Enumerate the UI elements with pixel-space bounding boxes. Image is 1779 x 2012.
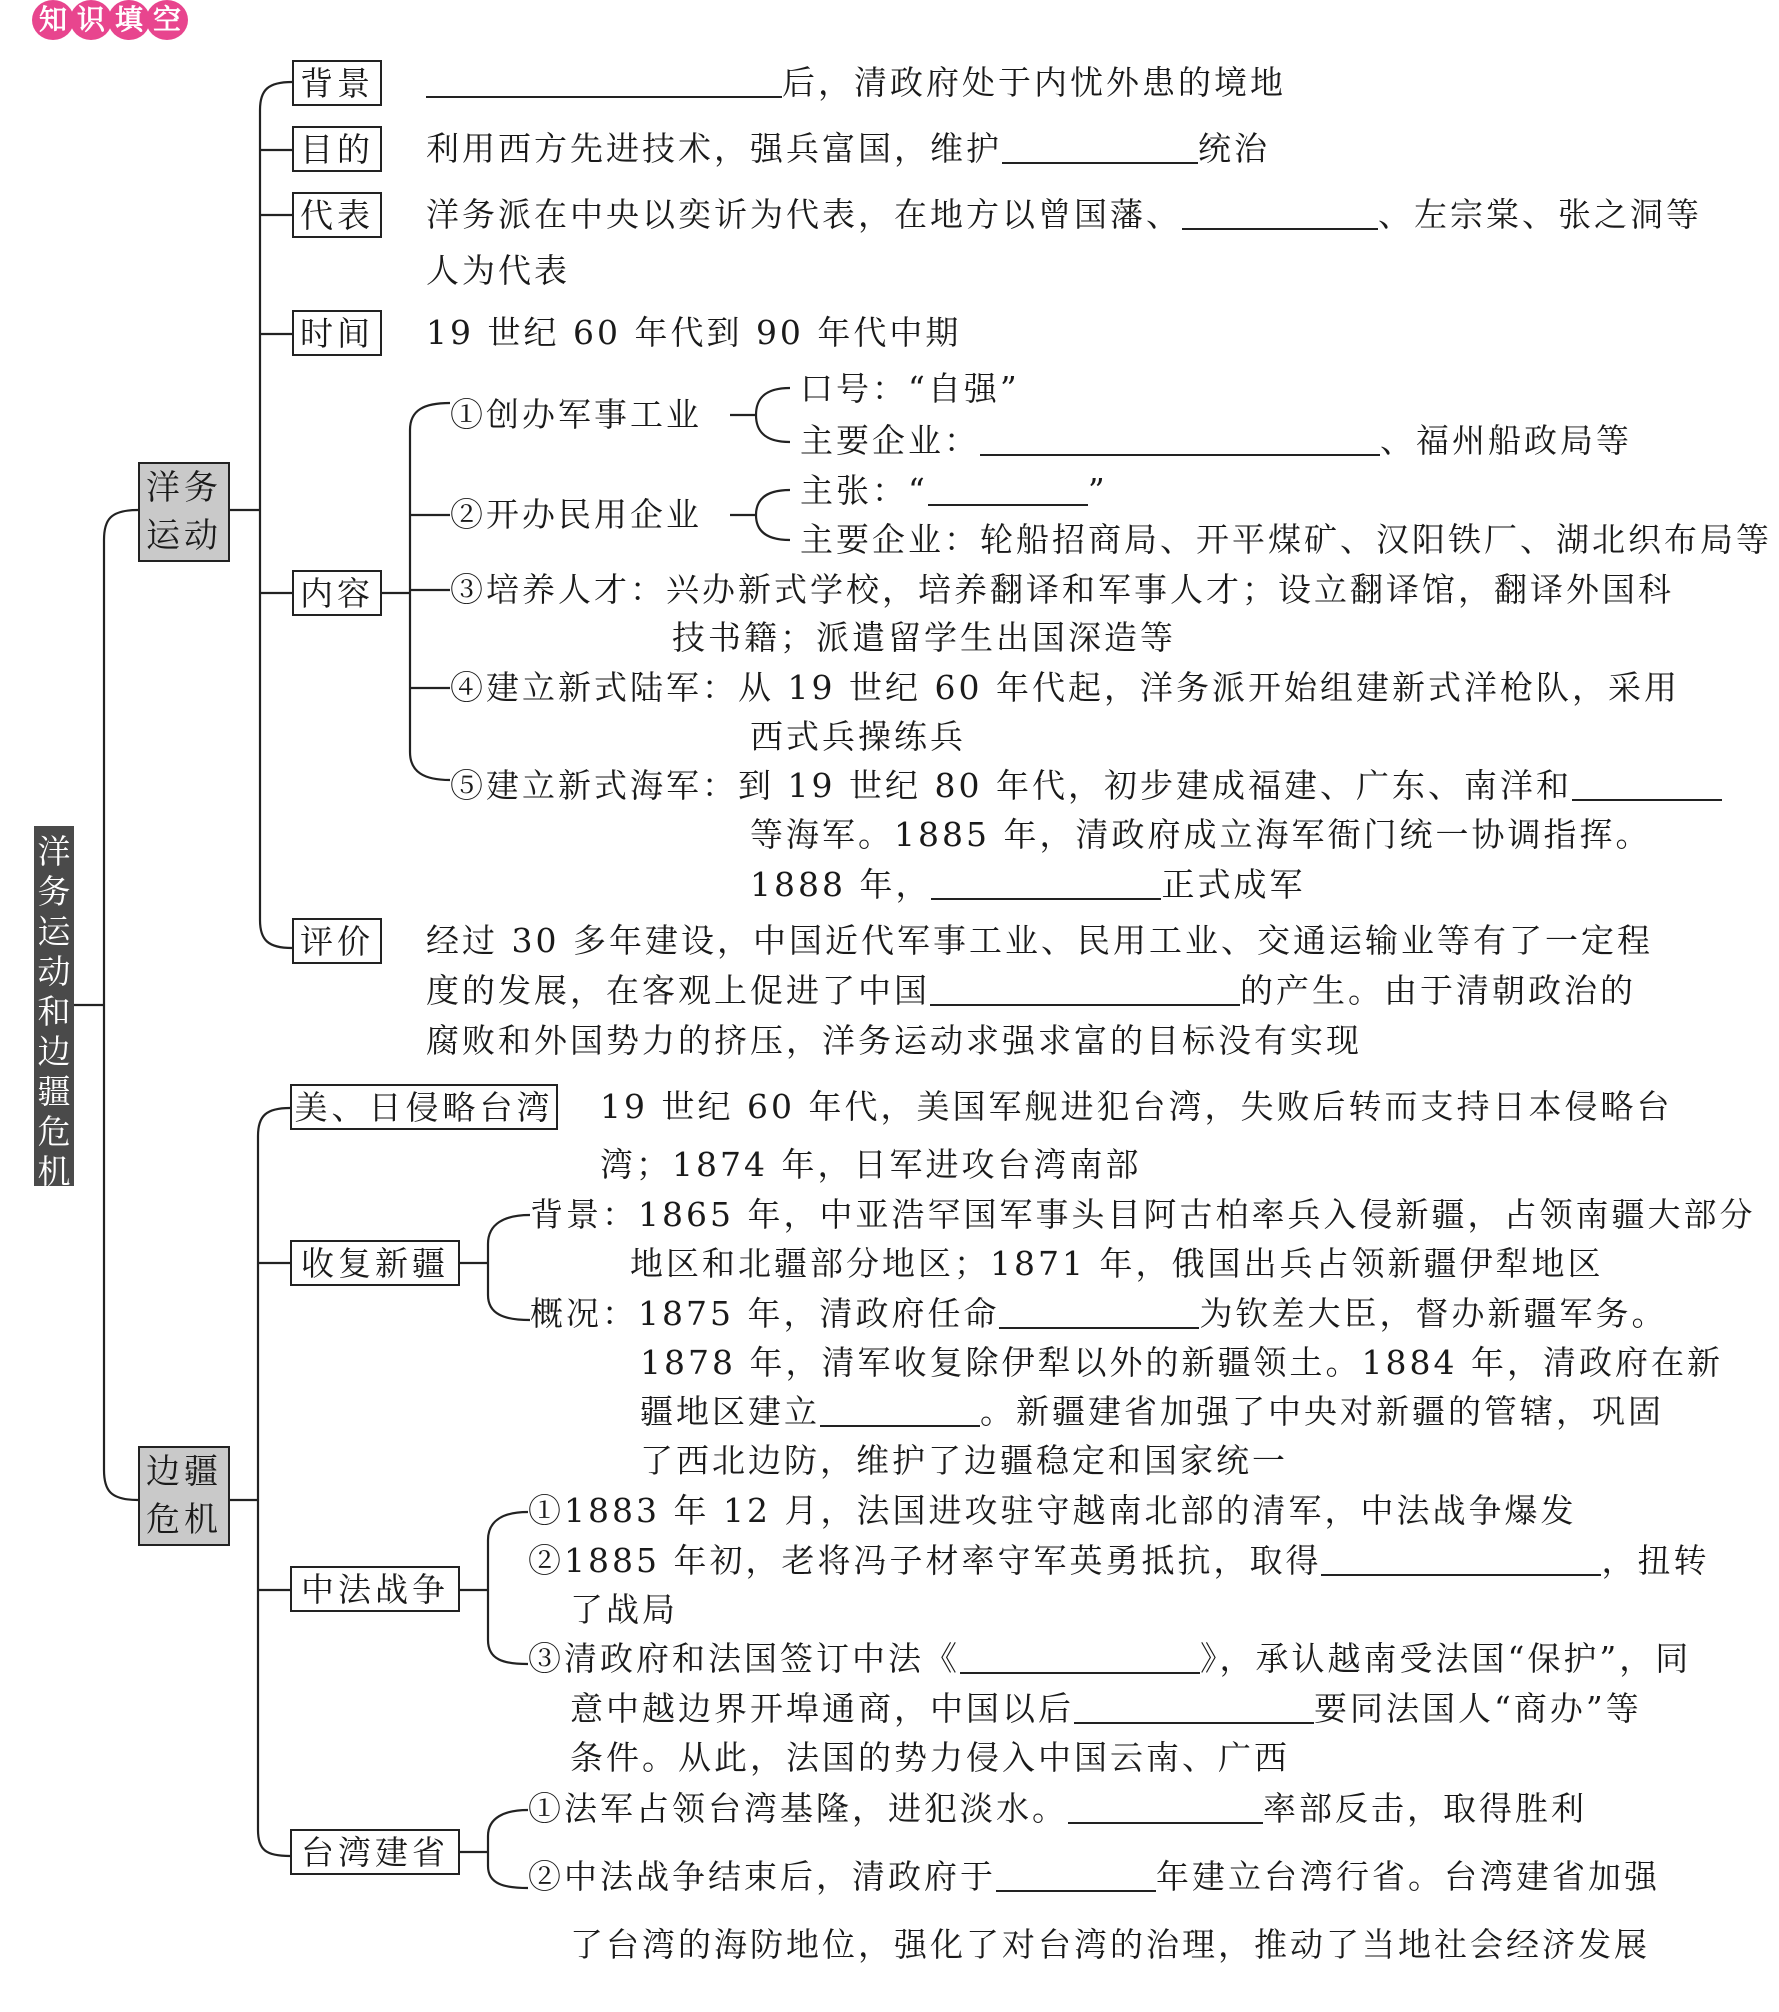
blank[interactable] (931, 866, 1161, 900)
item3-line1: ③培养人才：兴办新式学校，培养翻译和军事人才；设立翻译馆，翻译外国科 (450, 570, 1674, 609)
mudi-text: 利用西方先进技术，强兵富国，维护 统治 (426, 129, 1270, 168)
root-char: 疆 (37, 1072, 71, 1111)
sino-french-label: 中法战争 (290, 1566, 460, 1612)
item1-enterprise: 主要企业： 、福州船政局等 (800, 421, 1632, 460)
beijing-label: 背景 (292, 60, 382, 106)
blank[interactable] (1572, 767, 1722, 801)
sino-french-l2: ②1885 年初，老将冯子材率守军英勇抵抗，取得 ，扭转 (528, 1541, 1710, 1580)
shijian-label: 时间 (292, 310, 382, 356)
blank[interactable] (1002, 130, 1198, 164)
sino-french-l4: 意中越边界开埠通商，中国以后 要同法国人“商办”等 (570, 1689, 1642, 1728)
badge-char: 识 (70, 0, 112, 40)
bianjiang-node (138, 1446, 230, 1546)
badge-char: 空 (146, 0, 188, 40)
taiwan-invasion-line2: 湾；1874 年，日军进攻台湾南部 (600, 1145, 1142, 1184)
blank[interactable] (426, 64, 782, 98)
blank[interactable] (999, 1295, 1199, 1329)
blank[interactable] (820, 1393, 980, 1427)
blank[interactable] (960, 1640, 1200, 1674)
blank[interactable] (1074, 1690, 1314, 1724)
item1-slogan: 口号：“自强” (800, 369, 1020, 408)
daibiao-line2: 人为代表 (426, 251, 570, 290)
xinjiang-gk-line1: 概况：1875 年，清政府任命 为钦差大臣，督办新疆军务。 (530, 1294, 1668, 1333)
taiwan-province-l1: ①法军占领台湾基隆，进犯淡水。 率部反击，取得胜利 (528, 1789, 1587, 1828)
blank[interactable] (980, 422, 1380, 456)
pingjia-label: 评价 (292, 918, 382, 964)
item3-line2: 技书籍；派遣留学生出国深造等 (672, 618, 1176, 657)
xinjiang-gk-line3: 疆地区建立 。新疆建省加强了中央对新疆的管辖，巩固 (640, 1392, 1664, 1431)
blank[interactable] (1321, 1542, 1601, 1576)
taiwan-province-l2: ②中法战争结束后，清政府于 年建立台湾行省。台湾建省加强 (528, 1857, 1660, 1896)
blank[interactable] (1068, 1790, 1263, 1824)
root-char: 运 (37, 912, 71, 951)
item4-line2: 西式兵操练兵 (750, 717, 966, 756)
bianjiang-label-line1: 边疆 (146, 1452, 222, 1492)
taiwan-province-label: 台湾建省 (290, 1829, 460, 1875)
xinjiang-bg-line2: 地区和北疆部分地区；1871 年，俄国出兵占领新疆伊犁地区 (630, 1244, 1604, 1283)
root-char: 动 (37, 952, 71, 991)
root-char: 边 (37, 1032, 71, 1071)
blank[interactable] (930, 972, 1240, 1006)
item2-title: ②开办民用企业 (450, 495, 702, 534)
xinjiang-bg-line1: 背景：1865 年，中亚浩罕国军事头目阿古柏率兵入侵新疆，占领南疆大部分 (530, 1195, 1756, 1234)
root-char: 和 (37, 992, 71, 1031)
neirong-label: 内容 (292, 570, 382, 616)
sino-french-l2b: 了战局 (570, 1590, 678, 1629)
item5-line3: 1888 年， 正式成军 (750, 865, 1306, 904)
badge-char: 填 (108, 0, 150, 40)
item2-claim: 主张：“ ” (800, 471, 1108, 510)
xinjiang-gk-line4: 了西北边防，维护了边疆稳定和国家统一 (640, 1441, 1288, 1480)
item2-enterprise: 主要企业：轮船招商局、开平煤矿、汉阳铁厂、湖北织布局等 (800, 520, 1772, 559)
xinjiang-gk-line2: 1878 年，清军收复除伊犁以外的新疆领土。1884 年，清政府在新 (640, 1343, 1723, 1382)
item5-line2: 等海军。1885 年，清政府成立海军衙门统一协调指挥。 (750, 815, 1652, 854)
blank[interactable] (1182, 196, 1378, 230)
item1-title: ①创办军事工业 (450, 395, 702, 434)
item5-line1: ⑤建立新式海军：到 19 世纪 80 年代，初步建成福建、广东、南洋和 (450, 765, 1722, 807)
taiwan-invasion-line1: 19 世纪 60 年代，美国军舰进犯台湾，失败后转而支持日本侵略台 (600, 1087, 1673, 1126)
item4-line1: ④建立新式陆军：从 19 世纪 60 年代起，洋务派开始组建新式洋枪队，采用 (450, 668, 1680, 707)
shijian-text: 19 世纪 60 年代到 90 年代中期 (426, 313, 962, 352)
yangwu-label-line1: 洋务 (146, 468, 222, 508)
root-char: 危 (37, 1112, 71, 1151)
daibiao-label: 代表 (292, 192, 382, 238)
sino-french-l1: ①1883 年 12 月，法国进攻驻守越南北部的清军，中法战争爆发 (528, 1491, 1577, 1530)
yangwu-node (138, 462, 230, 562)
sino-french-l5: 条件。从此，法国的势力侵入中国云南、广西 (570, 1738, 1290, 1777)
pingjia-line1: 经过 30 多年建设，中国近代军事工业、民用工业、交通运输业等有了一定程 (426, 921, 1653, 960)
badge-char: 知 (32, 0, 74, 40)
daibiao-text: 洋务派在中央以奕䜣为代表，在地方以曾国藩、 、左宗棠、张之洞等 (426, 195, 1702, 234)
yangwu-label-line2: 运动 (146, 516, 222, 556)
pingjia-line3: 腐败和外国势力的挤压，洋务运动求强求富的目标没有实现 (426, 1021, 1362, 1060)
blank[interactable] (996, 1858, 1156, 1892)
taiwan-province-l3: 了台湾的海防地位，强化了对台湾的治理，推动了当地社会经济发展 (570, 1925, 1650, 1964)
mudi-label: 目的 (292, 126, 382, 172)
xinjiang-label: 收复新疆 (290, 1240, 460, 1286)
sino-french-l3: ③清政府和法国签订中法《 》，承认越南受法国“保护”，同 (528, 1639, 1692, 1678)
root-char: 机 (37, 1152, 71, 1191)
beijing-text: 后，清政府处于内忧外患的境地 (426, 62, 1286, 104)
root-char: 务 (37, 872, 71, 911)
taiwan-invasion-label: 美、日侵略台湾 (290, 1084, 558, 1130)
root-char: 洋 (37, 832, 71, 871)
root-topic (34, 826, 74, 1191)
pingjia-line2: 度的发展，在客观上促进了中国 的产生。由于清朝政治的 (426, 971, 1636, 1010)
blank[interactable] (928, 472, 1088, 506)
bianjiang-label-line2: 危机 (146, 1500, 222, 1540)
